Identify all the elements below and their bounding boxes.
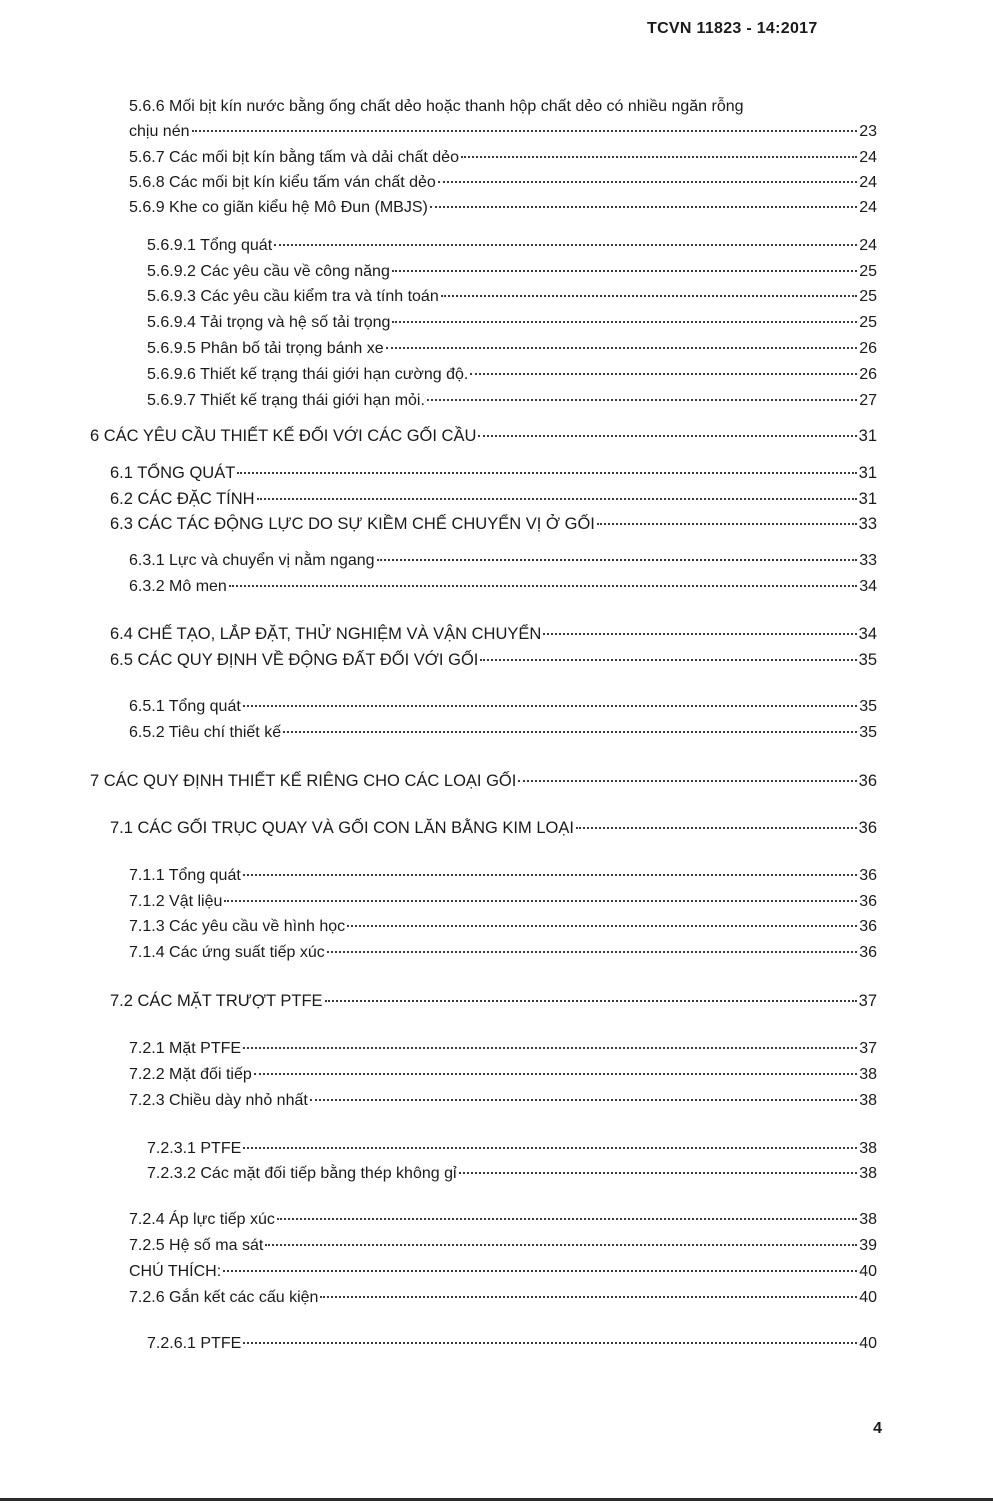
dot-leader: [576, 827, 857, 829]
toc-entry-page: 38: [859, 1211, 877, 1228]
toc-entry-title: 6.1 TỔNG QUÁT: [110, 464, 236, 482]
toc-entry-title: 7.2.2 Mặt đối tiếp: [129, 1066, 252, 1083]
toc-entry-page: 40: [859, 1289, 877, 1306]
toc-entry-section[interactable]: [110, 818, 877, 838]
toc-entry-section[interactable]: [110, 991, 877, 1011]
toc-entry-title: 5.6.7 Các mối bịt kín bằng tấm và dải chất dẻo: [129, 149, 459, 166]
dot-leader: [347, 925, 857, 927]
toc-entry-title: 7.2.3.2 Các mặt đối tiếp bằng thép không gỉ: [147, 1165, 457, 1182]
dot-leader: [243, 1147, 857, 1149]
toc-entry[interactable]: [129, 1039, 877, 1059]
dot-leader: [430, 206, 857, 208]
toc-entry[interactable]: [129, 1262, 877, 1282]
dot-leader: [459, 1172, 858, 1174]
toc-entry-title: 7.1.2 Vật liệu: [129, 893, 223, 910]
toc-entry-title: 5.6.9.2 Các yêu cầu về công năng: [147, 263, 390, 280]
toc-entry-title: 6.5.2 Tiêu chí thiết kế: [129, 724, 282, 741]
toc-entry-page: 33: [858, 515, 877, 533]
toc-entry-chapter[interactable]: [90, 426, 877, 446]
dot-leader: [441, 295, 857, 297]
toc-entry[interactable]: [129, 697, 877, 717]
dot-leader: [320, 1296, 857, 1298]
dot-leader: [254, 1073, 857, 1075]
toc-entry-section[interactable]: [110, 514, 877, 534]
dot-leader: [243, 705, 857, 707]
dot-leader: [518, 780, 856, 782]
dot-leader: [310, 1099, 857, 1101]
toc-entry-title: 7.2 CÁC MẶT TRƯỢT PTFE: [110, 992, 323, 1010]
toc-entry-title: 7.1.3 Các yêu cầu về hình học: [129, 918, 346, 935]
toc-entry[interactable]: [147, 339, 877, 359]
toc-entry-page: 31: [858, 490, 877, 508]
dot-leader: [192, 130, 858, 132]
toc-entry[interactable]: [129, 122, 877, 142]
dot-leader: [478, 435, 856, 437]
toc-entry[interactable]: [129, 943, 877, 963]
dot-leader: [274, 244, 857, 246]
toc-entry-title: 7.1.1 Tổng quát: [129, 867, 241, 884]
toc-entry-section[interactable]: [110, 650, 877, 670]
toc-entry-page: 34: [859, 578, 877, 595]
bottom-border: [0, 1498, 993, 1501]
dot-leader: [229, 585, 857, 587]
dot-leader: [257, 498, 857, 500]
toc-entry[interactable]: [147, 365, 877, 385]
toc-entry-page: 33: [859, 552, 877, 569]
toc-entry-page: 38: [859, 1066, 877, 1083]
toc-entry-page: 40: [859, 1263, 877, 1280]
toc-entry-title: 5.6.9.7 Thiết kế trạng thái giới hạn mỏi.: [147, 392, 425, 409]
dot-leader: [237, 472, 856, 474]
toc-entry[interactable]: [129, 917, 877, 937]
toc-entry-page: 38: [859, 1092, 877, 1109]
toc-entry[interactable]: [129, 1065, 877, 1085]
toc-entry-page: 36: [858, 772, 877, 790]
dot-leader: [392, 321, 857, 323]
toc-entry-section[interactable]: [110, 624, 877, 644]
toc-entry-title: 5.6.9.6 Thiết kế trạng thái giới hạn cường độ.: [147, 366, 469, 383]
toc-entry-page: 37: [859, 1040, 877, 1057]
dot-leader: [243, 1047, 857, 1049]
toc-entry-page: 36: [859, 893, 877, 910]
toc-entry-title: 7.2.3 Chiều dày nhỏ nhất: [129, 1092, 308, 1109]
dot-leader: [597, 523, 857, 525]
toc-entry-title: chịu nén: [129, 123, 190, 140]
toc-entry[interactable]: [147, 391, 877, 411]
toc-entry-page: 36: [859, 918, 877, 935]
toc-entry-chapter[interactable]: [90, 771, 877, 791]
dot-leader: [386, 347, 858, 349]
toc-entry-page: 35: [858, 651, 877, 669]
toc-entry[interactable]: [147, 287, 877, 307]
toc-entry[interactable]: [147, 236, 877, 256]
toc-entry-title: 7.2.6 Gắn kết các cấu kiện: [129, 1289, 319, 1306]
dot-leader: [377, 559, 858, 561]
toc-entry-title: 7.1.4 Các ứng suất tiếp xúc: [129, 944, 325, 961]
toc-entry-title: 5.6.9.5 Phân bố tải trọng bánh xe: [147, 340, 384, 357]
toc-entry[interactable]: [147, 313, 877, 333]
toc-entry-page: 24: [859, 237, 877, 254]
toc-entry-title: 7.2.1 Mặt PTFE: [129, 1040, 242, 1057]
dot-leader: [392, 270, 857, 272]
toc-entry-title: 6.3.1 Lực và chuyển vị nằm ngang: [129, 552, 375, 569]
toc-entry-page: 26: [859, 340, 877, 357]
toc-entry-title: 7.1 CÁC GỐI TRỤC QUAY VÀ GỐI CON LĂN BẰNG KIM LOẠI: [110, 819, 574, 837]
toc-entry[interactable]: [129, 1288, 877, 1308]
toc-entry-page: 25: [859, 263, 877, 280]
toc-entry-page: 35: [859, 698, 877, 715]
dot-leader: [438, 181, 857, 183]
dot-leader: [461, 156, 857, 158]
toc-entry-page: 31: [858, 427, 877, 445]
page-number: 4: [873, 1420, 882, 1437]
toc-entry-title: 5.6.9 Khe co giãn kiểu hệ Mô Đun (MBJS): [129, 199, 428, 216]
toc-entry-page: 24: [859, 199, 877, 216]
dot-leader: [243, 874, 857, 876]
dot-leader: [277, 1218, 857, 1220]
dot-leader: [327, 951, 857, 953]
toc-entry-page: 25: [859, 314, 877, 331]
toc-entry[interactable]: [129, 1236, 877, 1256]
toc-entry[interactable]: [129, 198, 877, 218]
toc-entry-title: 7 CÁC QUY ĐỊNH THIẾT KẾ RIÊNG CHO CÁC LOẠI GỐI: [90, 772, 517, 790]
toc-entry-title: 5.6.9.4 Tải trọng và hệ số tải trọng: [147, 314, 391, 331]
toc-entry-page: 24: [859, 174, 877, 191]
toc-entry[interactable]: [129, 1091, 877, 1111]
toc-entry-page: 38: [859, 1140, 877, 1157]
toc-entry-title: 7.2.3.1 PTFE: [147, 1140, 242, 1157]
toc-entry-page: 37: [858, 992, 877, 1010]
toc-entry[interactable]: [147, 1164, 877, 1184]
toc-entry-page: 36: [859, 867, 877, 884]
toc-entry-title: CHÚ THÍCH:: [129, 1263, 222, 1280]
dot-leader: [427, 399, 857, 401]
toc-entry-page: 26: [859, 366, 877, 383]
toc-entry[interactable]: [147, 262, 877, 282]
toc-entry[interactable]: [147, 1334, 877, 1354]
dot-leader: [325, 1000, 857, 1002]
toc-entry-wrapped-line: 5.6.6 Mối bịt kín nước bằng ống chất dẻo hoặc thanh hộp chất dẻo có nhiều ngăn rỗng: [129, 98, 744, 115]
toc-entry-page: 34: [858, 625, 877, 643]
dot-leader: [223, 1270, 857, 1272]
toc-entry[interactable]: [147, 1139, 877, 1159]
dot-leader: [480, 659, 856, 661]
toc-entry-page: 24: [859, 149, 877, 166]
toc-entry-title: 7.2.6.1 PTFE: [147, 1335, 242, 1352]
toc-entry-page: 39: [859, 1237, 877, 1254]
toc-entry[interactable]: [129, 551, 877, 571]
toc-entry-title: 6.3 CÁC TÁC ĐỘNG LỰC DO SỰ KIỀM CHẾ CHUYỂN VỊ Ở GỐI: [110, 515, 595, 533]
toc-entry-title: 6.5.1 Tổng quát: [129, 698, 241, 715]
toc-entry-page: 36: [858, 819, 877, 837]
toc-entry-title: 5.6.9.1 Tổng quát: [147, 237, 273, 254]
toc-entry-section[interactable]: [110, 463, 877, 483]
toc-entry-page: 38: [859, 1165, 877, 1182]
toc-entry[interactable]: [129, 1210, 877, 1230]
toc-entry-page: 35: [859, 724, 877, 741]
dot-leader: [243, 1342, 857, 1344]
dot-leader: [224, 900, 857, 902]
toc-entry[interactable]: [129, 577, 877, 597]
toc-entry[interactable]: [129, 173, 877, 193]
toc-entry-section[interactable]: [110, 489, 877, 509]
dot-leader: [265, 1244, 857, 1246]
toc-entry[interactable]: [129, 866, 877, 886]
toc-entry-page: 25: [859, 288, 877, 305]
toc-entry[interactable]: [129, 892, 877, 912]
toc-entry[interactable]: [129, 723, 877, 743]
toc-entry-title: 6.4 CHẾ TẠO, LẮP ĐẶT, THỬ NGHIỆM VÀ VẬN CHUYỂN: [110, 625, 542, 643]
standard-code-header: TCVN 11823 - 14:2017: [647, 20, 818, 37]
dot-leader: [543, 633, 856, 635]
toc-entry-title: 7.2.5 Hệ số ma sát: [129, 1237, 264, 1254]
toc-entry-title: 6 CÁC YÊU CẦU THIẾT KẾ ĐỐI VỚI CÁC GỐI CẦU: [90, 427, 477, 445]
toc-entry-page: 40: [859, 1335, 877, 1352]
toc-entry-title: 7.2.4 Áp lực tiếp xúc: [129, 1211, 275, 1228]
toc-entry-title: 6.5 CÁC QUY ĐỊNH VỀ ĐỘNG ĐẤT ĐỐI VỚI GỐI: [110, 651, 479, 669]
toc-entry-title: 6.2 CÁC ĐẶC TÍNH: [110, 490, 255, 508]
dot-leader: [470, 373, 857, 375]
toc-entry-page: 31: [858, 464, 877, 482]
toc-entry-title: 5.6.9.3 Các yêu cầu kiểm tra và tính toán: [147, 288, 439, 305]
toc-entry[interactable]: [129, 148, 877, 168]
toc-entry-page: 36: [859, 944, 877, 961]
toc-entry-title: 6.3.2 Mô men: [129, 578, 227, 595]
dot-leader: [283, 731, 857, 733]
toc-entry-page: 23: [859, 123, 877, 140]
toc-entry-page: 27: [859, 392, 877, 409]
toc-entry-title: 5.6.8 Các mối bịt kín kiểu tấm ván chất dẻo: [129, 174, 436, 191]
